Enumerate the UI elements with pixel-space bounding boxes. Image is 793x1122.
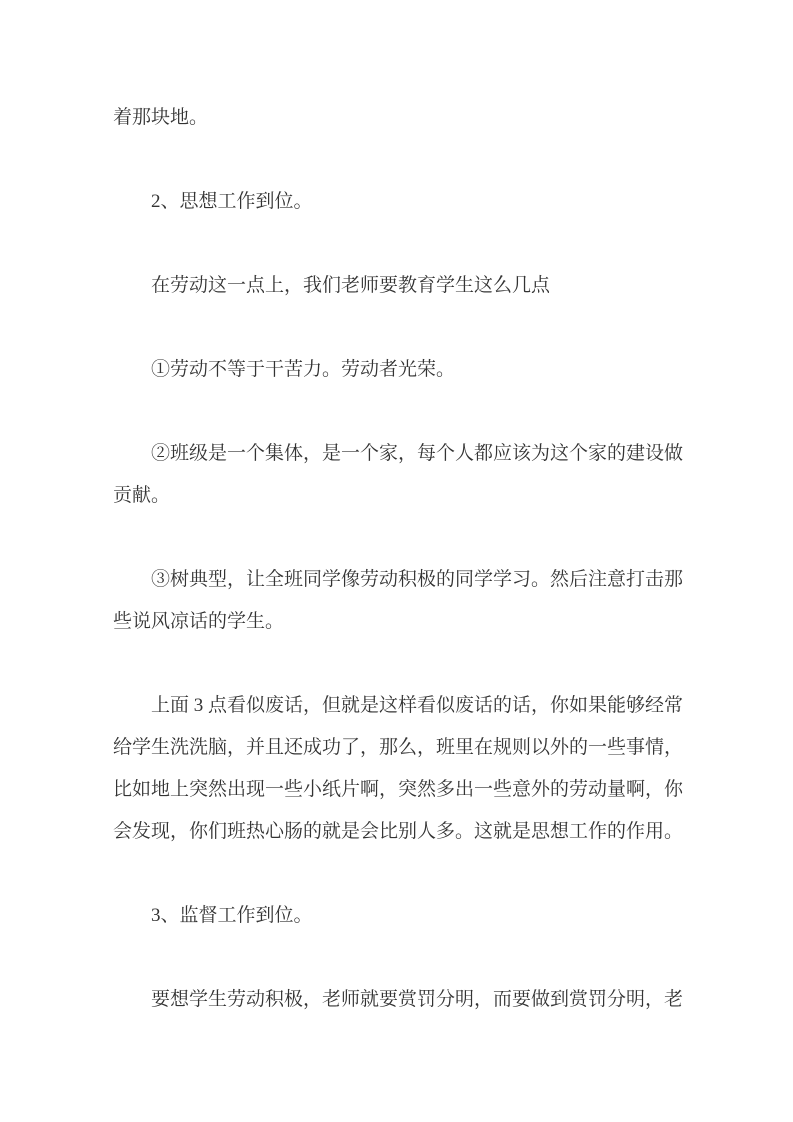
document-text-block [113, 97, 683, 1021]
paragraph: 着那块地。 [113, 107, 209, 128]
paragraph: ③树典型，让全班同学像劳动积极的同学学习。然后注意打击那些说风凉话的学生。 [113, 569, 684, 632]
paragraph: ①劳动不等于干苦力。劳动者光荣。 [151, 359, 456, 380]
paragraph: 在劳动这一点上，我们老师要教育学生这么几点 [151, 275, 551, 296]
paragraph: 2、思想工作到位。 [151, 191, 313, 212]
paragraph: ②班级是一个集体，是一个家，每个人都应该为这个家的建设做贡献。 [113, 443, 684, 506]
paragraph: 上面 3 点看似废话，但就是这样看似废话的话，你如果能够经常给学生洗洗脑，并且还成功了，那么，班里在规则以外的一些事情，比如地上突然出现一些小纸片啊，突然多出一些意外的劳动量啊，你会发现，你们班热心肠的就是会比别人多。这就是思想工作的作用。 [113, 695, 684, 842]
paragraph: 要想学生劳动积极，老师就要赏罚分明，而要做到赏罚分明，老 [151, 989, 684, 1010]
paragraph: 3、监督工作到位。 [151, 905, 313, 926]
